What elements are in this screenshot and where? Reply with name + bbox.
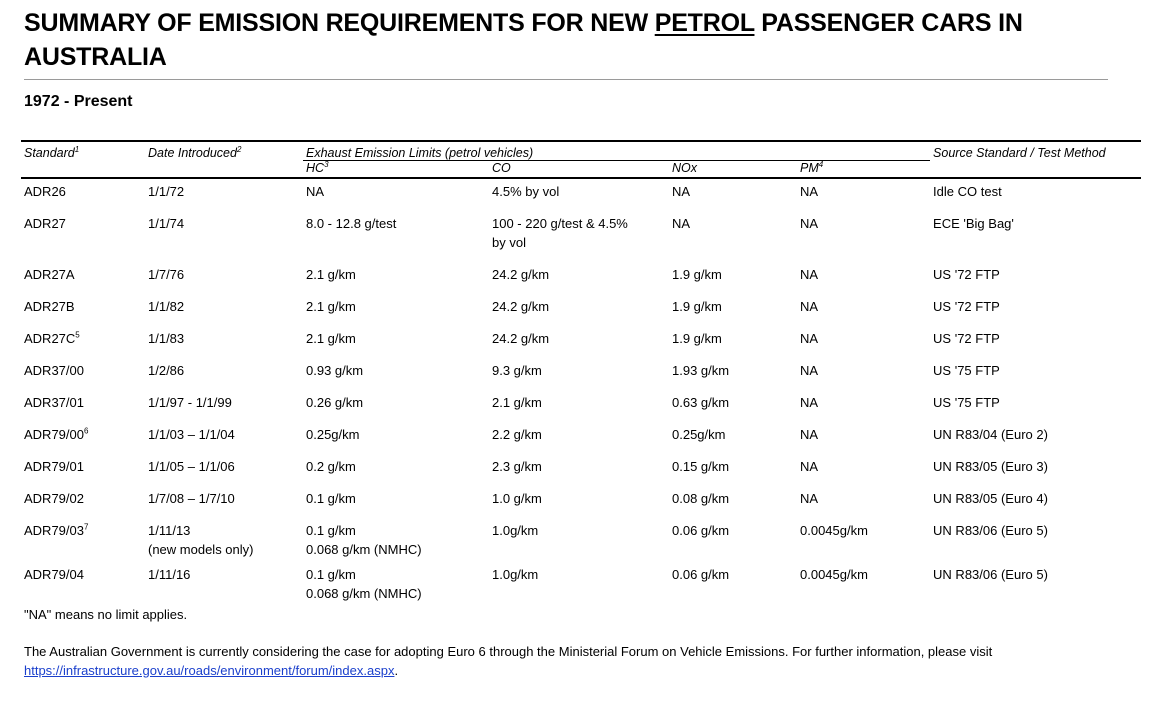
- cell-hc: 0.25g/km: [306, 427, 360, 442]
- footer-paragraph: The Australian Government is currently considering the case for adopting Euro 6 through the Ministerial Forum on Vehicle Emissions. For further information, please visit https://infrastructure.gov.au/roads/environment/forum/index.aspx.: [24, 644, 993, 678]
- cell-standard: ADR79/04: [24, 567, 84, 582]
- cell-co: 2.2 g/km: [492, 427, 542, 442]
- cell-co: 1.0g/km: [492, 523, 539, 538]
- header-nox: NOx: [669, 161, 797, 179]
- table-row: [21, 483, 1141, 515]
- header-hc: $HC^3$: [303, 161, 489, 179]
- cell-hc: 0.26 g/km: [306, 395, 364, 410]
- cell-date: 1/1/82: [148, 299, 185, 314]
- cell-co: 24.2 g/km: [492, 267, 550, 282]
- cell-date: 1/7/08 – 1/7/10: [148, 491, 235, 506]
- cell-standard: ADR26: [24, 184, 66, 199]
- cell-co: 24.2 g/km: [492, 299, 550, 314]
- cell-nox: 0.08 g/km: [672, 491, 730, 506]
- emissions-table: [21, 140, 1141, 610]
- cell-co: 100 - 220 g/test & 4.5% by vol: [492, 216, 628, 250]
- cell-date: 1/11/16: [148, 567, 191, 582]
- cell-date: 1/2/86: [148, 363, 185, 378]
- cell-pm: NA: [800, 299, 819, 314]
- cell-standard: ADR79/02: [24, 491, 84, 506]
- cell-date: 1/1/05 – 1/1/06: [148, 459, 235, 474]
- table-row: [21, 559, 1141, 610]
- cell-nox: 0.25g/km: [672, 427, 726, 442]
- page-title: [24, 6, 1142, 74]
- cell-date: 1/1/83: [148, 331, 185, 346]
- cell-date: 1/1/03 – 1/1/04: [148, 427, 235, 442]
- cell-nox: 0.15 g/km: [672, 459, 730, 474]
- title-divider: [24, 79, 1108, 80]
- cell-standard: ADR37/00: [24, 363, 84, 378]
- table-row: [21, 259, 1141, 291]
- subheader-empty: [930, 161, 1141, 179]
- header-source: Source Standard / Test Method: [930, 141, 1141, 161]
- table-header-row: [21, 141, 1141, 161]
- cell-co: 24.2 g/km: [492, 331, 550, 346]
- table-subheader-row: [21, 161, 1141, 179]
- cell-nox: 1.93 g/km: [672, 363, 730, 378]
- cell-date: 1/11/13 (new models only): [148, 523, 254, 557]
- cell-standard: ADR27A: [24, 267, 75, 282]
- table-row: [21, 451, 1141, 483]
- cell-hc: 2.1 g/km: [306, 267, 356, 282]
- header-pm: $PM^4$: [797, 161, 930, 179]
- table-row: [21, 419, 1141, 451]
- table-row: [21, 323, 1141, 355]
- title-underlined-word: PETROL: [654, 9, 755, 37]
- subtitle: 1972 - Present: [24, 93, 133, 110]
- cell-source: ECE 'Big Bag': [933, 216, 1014, 231]
- header-co: CO: [489, 161, 669, 179]
- cell-source: UN R83/05 (Euro 3): [933, 459, 1048, 474]
- cell-nox: 1.9 g/km: [672, 299, 722, 314]
- cell-hc: 0.2 g/km: [306, 459, 356, 474]
- cell-hc: 0.1 g/km 0.068 g/km (NMHC): [306, 567, 422, 601]
- cell-standard: $ADR79/00^6$: [24, 426, 89, 442]
- header-standard: Standard$^1$: [21, 141, 145, 161]
- cell-co: 4.5% by vol: [492, 184, 560, 199]
- cell-hc: 2.1 g/km: [306, 299, 356, 314]
- table-row: [21, 291, 1141, 323]
- cell-source: US '72 FTP: [933, 299, 1000, 314]
- cell-hc: 0.1 g/km: [306, 491, 356, 506]
- subheader-empty: [21, 161, 145, 179]
- cell-nox: 1.9 g/km: [672, 267, 722, 282]
- subheader-empty: [145, 161, 303, 179]
- cell-source: US '75 FTP: [933, 395, 1000, 410]
- cell-pm: NA: [800, 331, 819, 346]
- cell-standard: ADR79/01: [24, 459, 84, 474]
- cell-standard: $ADR27C^5$: [24, 330, 80, 346]
- cell-source: Idle CO test: [933, 184, 1002, 199]
- cell-co: 1.0g/km: [492, 567, 539, 582]
- cell-nox: 1.9 g/km: [672, 331, 722, 346]
- cell-hc: 0.1 g/km 0.068 g/km (NMHC): [306, 523, 422, 557]
- cell-pm: NA: [800, 395, 819, 410]
- cell-pm: NA: [800, 491, 819, 506]
- table-row: [21, 515, 1141, 559]
- cell-standard: ADR37/01: [24, 395, 84, 410]
- cell-nox: 0.06 g/km: [672, 567, 730, 582]
- cell-hc: 0.93 g/km: [306, 363, 364, 378]
- cell-hc: 8.0 - 12.8 g/test: [306, 216, 397, 231]
- cell-co: 9.3 g/km: [492, 363, 542, 378]
- cell-pm: 0.0045g/km: [800, 523, 868, 538]
- forum-link[interactable]: https://infrastructure.gov.au/roads/environment/forum/index.aspx: [24, 663, 395, 678]
- cell-source: US '72 FTP: [933, 331, 1000, 346]
- cell-source: US '72 FTP: [933, 267, 1000, 282]
- cell-nox: NA: [672, 216, 691, 231]
- cell-source: UN R83/06 (Euro 5): [933, 523, 1048, 538]
- cell-co: 2.1 g/km: [492, 395, 542, 410]
- table-row: [21, 178, 1141, 208]
- cell-date: 1/1/97 - 1/1/99: [148, 395, 232, 410]
- title-text: SUMMARY OF EMISSION REQUIREMENTS FOR NEW: [24, 9, 655, 37]
- cell-source: UN R83/06 (Euro 5): [933, 567, 1048, 582]
- cell-hc: NA: [306, 184, 325, 199]
- cell-pm: NA: [800, 427, 819, 442]
- cell-co: 2.3 g/km: [492, 459, 542, 474]
- cell-pm: 0.0045g/km: [800, 567, 868, 582]
- table-row: [21, 208, 1141, 259]
- cell-pm: NA: [800, 184, 819, 199]
- header-limits: Exhaust Emission Limits (petrol vehicles): [303, 141, 930, 161]
- cell-hc: 2.1 g/km: [306, 331, 356, 346]
- cell-source: US '75 FTP: [933, 363, 1000, 378]
- cell-standard: ADR27: [24, 216, 66, 231]
- cell-nox: NA: [672, 184, 691, 199]
- cell-source: UN R83/04 (Euro 2): [933, 427, 1048, 442]
- cell-pm: NA: [800, 267, 819, 282]
- cell-standard: ADR27B: [24, 299, 75, 314]
- cell-standard: $ADR79/03^7$: [24, 522, 89, 538]
- table-row: [21, 387, 1141, 419]
- cell-source: UN R83/05 (Euro 4): [933, 491, 1048, 506]
- cell-nox: 0.63 g/km: [672, 395, 730, 410]
- cell-date: 1/1/74: [148, 216, 185, 231]
- footer-text: The Australian Government is currently considering the case for adopting Euro 6 through the Ministerial Forum on Vehicle Emissions. For further information, please visit: [24, 644, 993, 659]
- cell-pm: NA: [800, 363, 819, 378]
- cell-pm: NA: [800, 216, 819, 231]
- cell-co: 1.0 g/km: [492, 491, 542, 506]
- cell-pm: NA: [800, 459, 819, 474]
- na-note: "NA" means no limit applies.: [24, 607, 188, 622]
- table-row: [21, 355, 1141, 387]
- cell-date: 1/7/76: [148, 267, 185, 282]
- title-text-end: PASSENGER CARS IN AUSTRALIA: [24, 9, 1023, 71]
- header-date: Date Introduced$^2$: [145, 141, 303, 161]
- document-page: [24, 0, 1142, 678]
- cell-nox: 0.06 g/km: [672, 523, 730, 538]
- cell-date: 1/1/72: [148, 184, 185, 199]
